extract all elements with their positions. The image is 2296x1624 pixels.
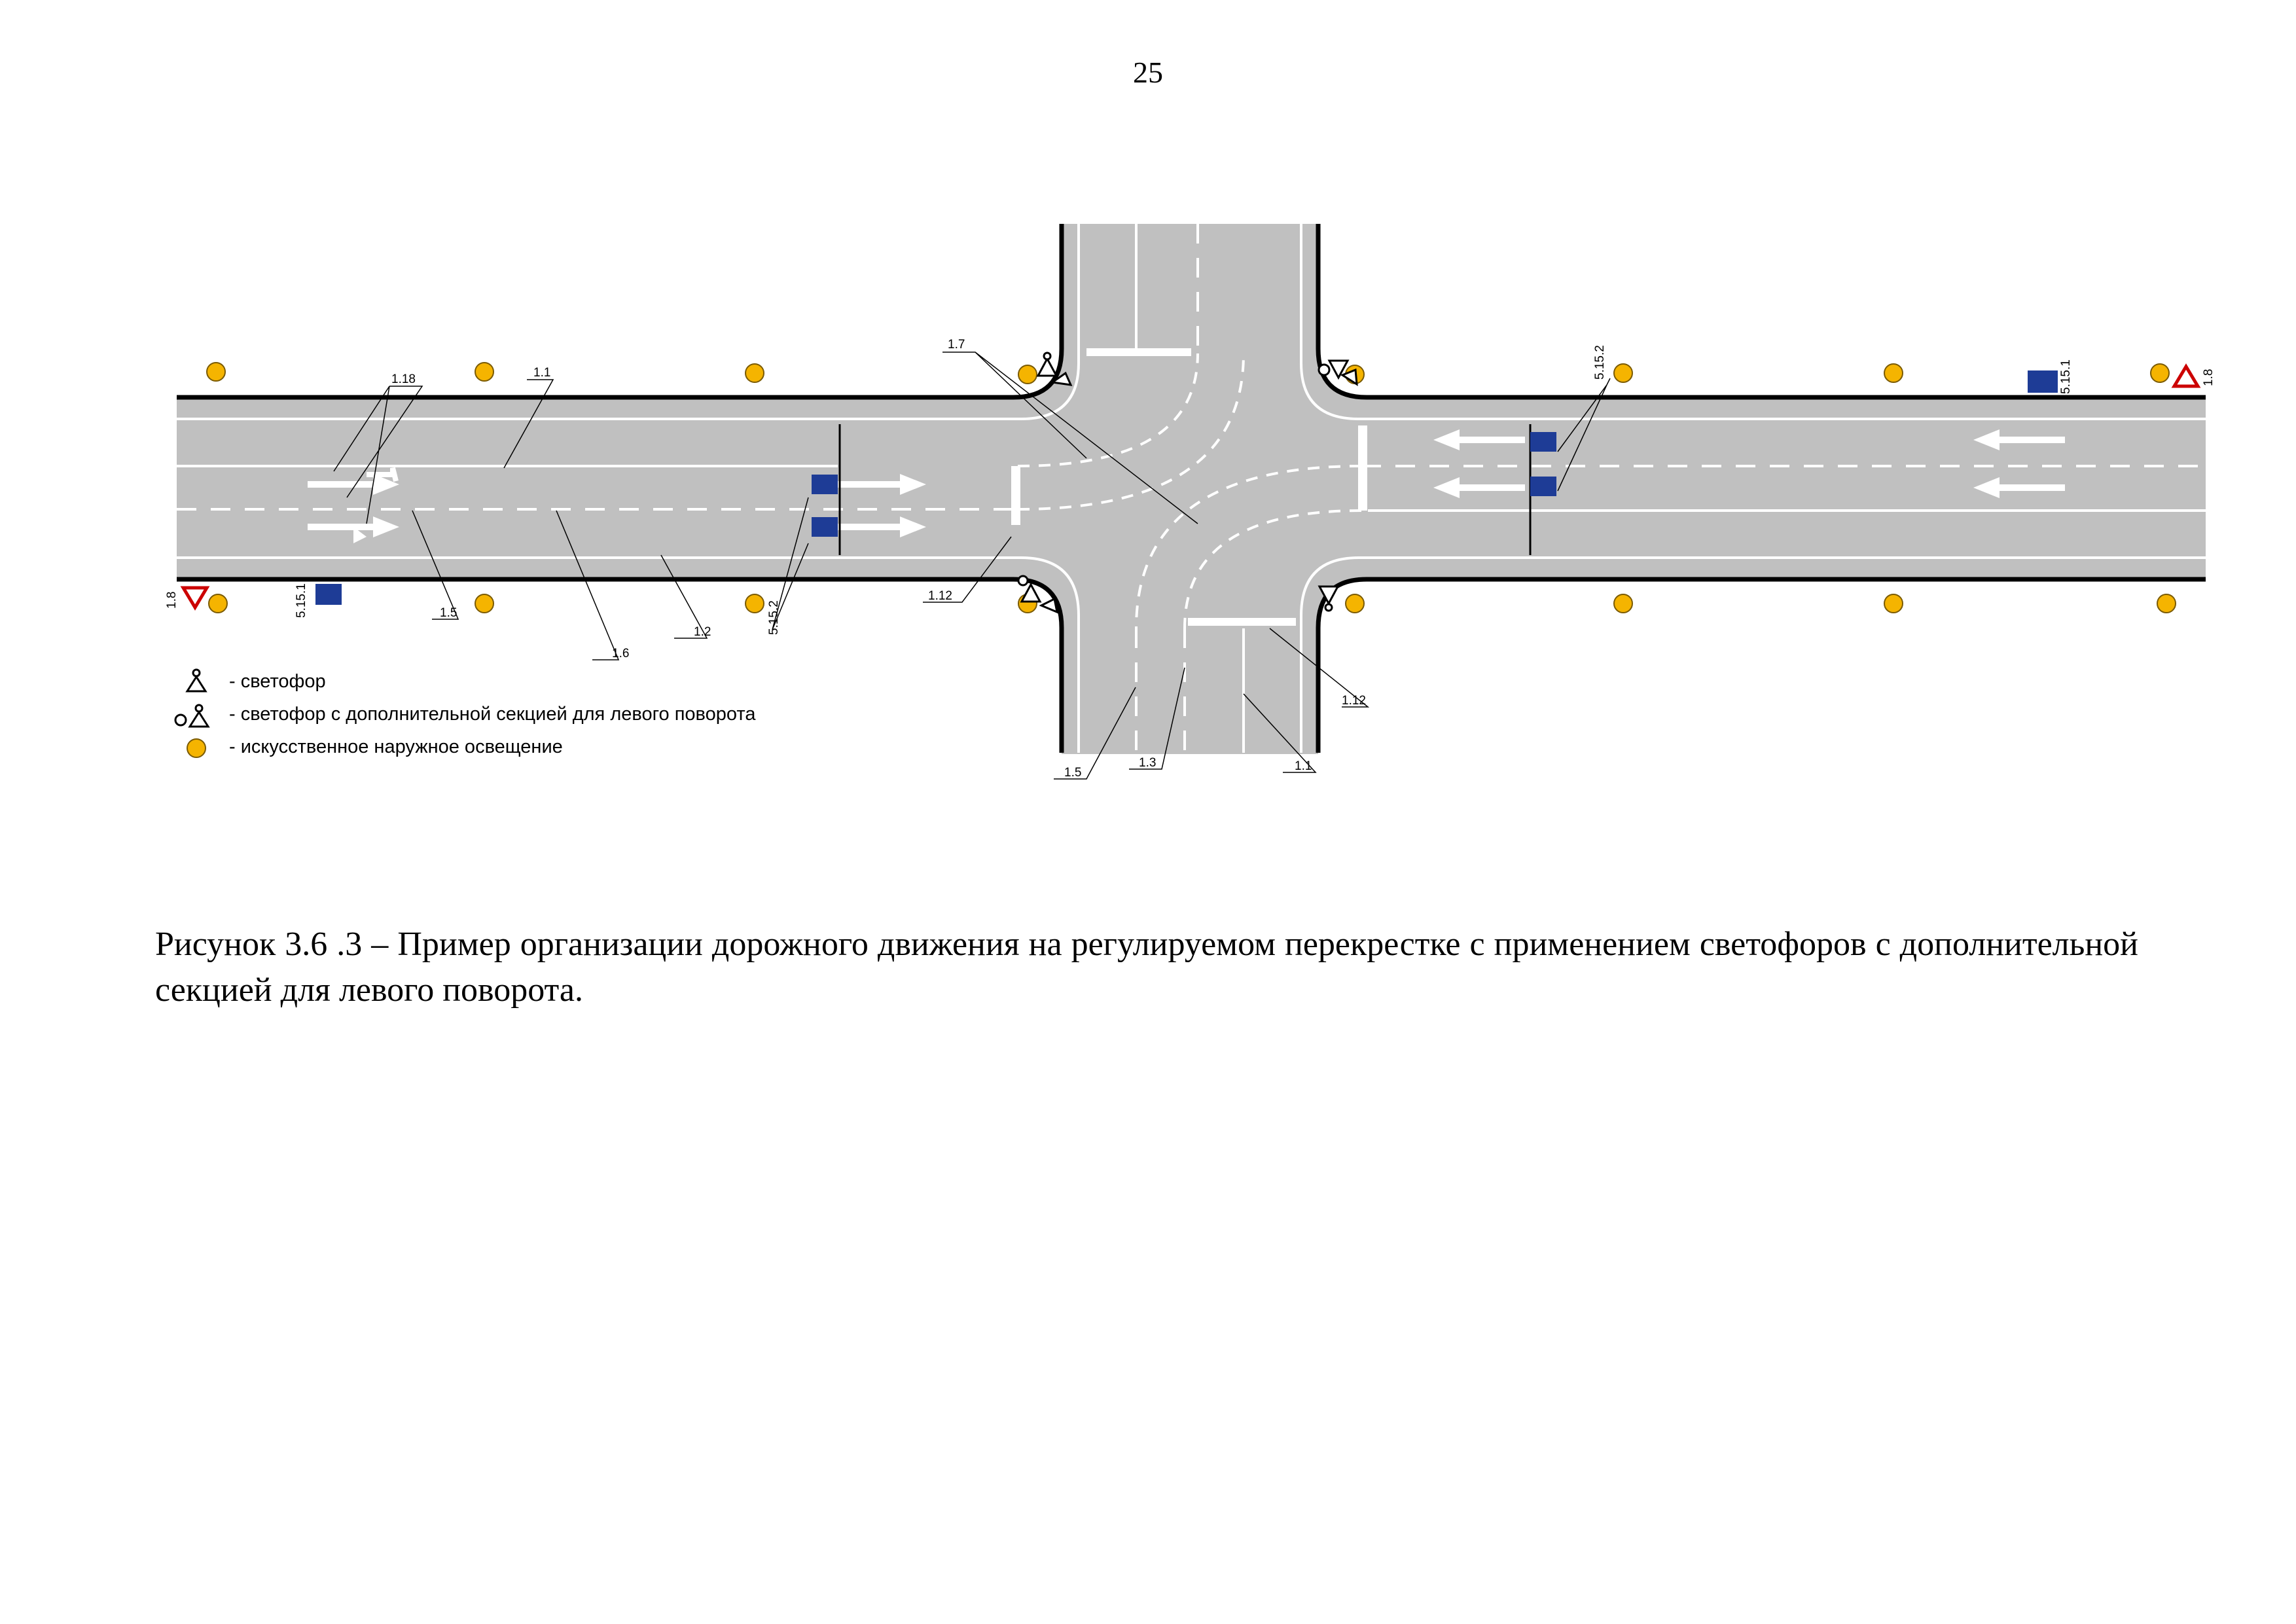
lamp-icon	[207, 363, 225, 381]
label-5-15-1: 5.15.1	[2059, 359, 2073, 394]
road-surface	[177, 224, 2206, 754]
lamp-icon	[745, 594, 764, 613]
label-1-3: 1.3	[1139, 756, 1157, 770]
label-1-7: 1.7	[948, 338, 965, 352]
yield-sign-icon	[183, 588, 207, 607]
label-5-15-1: 5.15.1	[295, 583, 308, 618]
label-1-6: 1.6	[612, 647, 630, 660]
lamp-icon	[745, 364, 764, 382]
cross-road	[1062, 224, 1318, 754]
legend-traffic-light: - светофор	[229, 671, 326, 692]
label-1-12: 1.12	[928, 589, 952, 603]
lane-direction-sign-icon	[315, 584, 342, 605]
lamp-icon	[2151, 364, 2169, 382]
lamp-icon	[1018, 365, 1037, 384]
label-1-18: 1.18	[391, 372, 416, 386]
lamp-icon	[1884, 594, 1903, 613]
lane-direction-sign-icon	[2028, 370, 2058, 393]
label-1-2: 1.2	[694, 625, 711, 639]
label-1-1: 1.1	[1295, 759, 1312, 773]
lamp-icon	[1884, 364, 1903, 382]
traffic-light-left-icon	[175, 705, 208, 727]
figure-caption: Рисунок 3.6 .3 – Пример организации дорожного движения на регулируемом перекрестке с применением светофоров с дополнительной секцией для левого поворота.	[155, 926, 2138, 1009]
yield-sign-icon	[2174, 367, 2198, 386]
lane-direction-sign-icon	[1530, 477, 1556, 496]
page-number: 25	[1133, 56, 1163, 89]
lane-direction-sign-icon	[1530, 432, 1556, 452]
lamp-icon	[1614, 594, 1632, 613]
lamp-icon	[475, 594, 493, 613]
lamp-icon	[475, 363, 493, 381]
label-1-5: 1.5	[440, 606, 457, 620]
label-5-15-2: 5.15.2	[1593, 345, 1607, 380]
label-5-15-2: 5.15.2	[767, 600, 781, 635]
lamp-icon	[187, 739, 206, 757]
lane-direction-sign-icon	[812, 517, 838, 537]
traffic-light-icon	[187, 670, 206, 691]
lamp-icon	[1346, 594, 1364, 613]
label-1-8: 1.8	[2202, 369, 2215, 386]
lane-direction-sign-icon	[812, 475, 838, 494]
legend-traffic-light-left: - светофор с дополнительной секцией для левого поворота	[229, 704, 756, 725]
label-1-8: 1.8	[165, 591, 179, 609]
label-1-1: 1.1	[533, 366, 551, 380]
lamp-icon	[2157, 594, 2176, 613]
label-1-5: 1.5	[1064, 766, 1082, 780]
legend-lighting: - искусственное наружное освещение	[229, 736, 563, 757]
label-1-12: 1.12	[1342, 694, 1366, 708]
lamp-icon	[1614, 364, 1632, 382]
legend	[175, 670, 756, 757]
lamp-icon	[209, 594, 227, 613]
